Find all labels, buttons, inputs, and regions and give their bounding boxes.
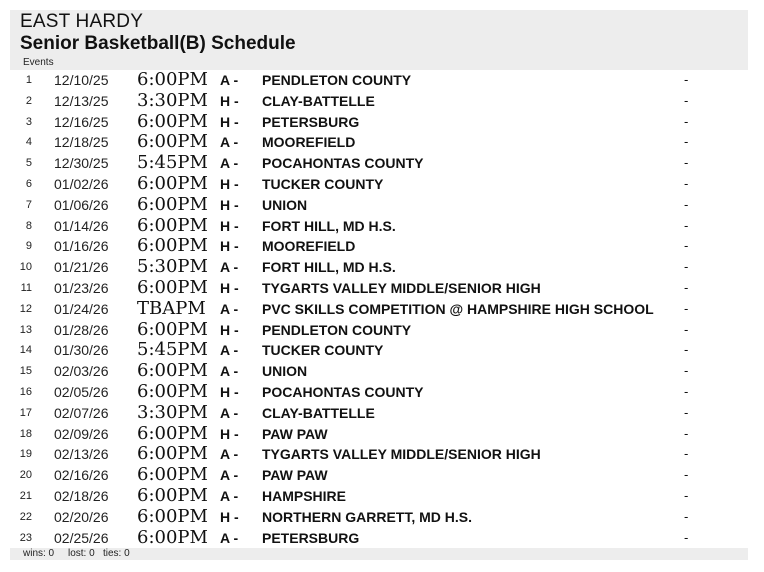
game-date: 01/16/26 xyxy=(54,238,109,255)
game-time: 6:00PM xyxy=(137,318,208,340)
game-time: 6:00PM xyxy=(137,235,208,257)
opponent-name: TYGARTS VALLEY MIDDLE/SENIOR HIGH xyxy=(262,446,541,463)
table-row xyxy=(10,340,748,361)
game-number: 18 xyxy=(19,427,32,440)
game-number: 14 xyxy=(19,344,32,357)
table-row xyxy=(10,132,748,153)
game-date: 02/25/26 xyxy=(54,529,109,546)
game-date: 01/14/26 xyxy=(54,217,109,234)
table-row xyxy=(10,236,748,257)
schedule-sheet xyxy=(10,10,748,559)
table-row xyxy=(10,507,748,528)
schedule-list xyxy=(10,70,748,548)
opponent-name: PETERSBURG xyxy=(262,529,360,546)
opponent-name: PENDLETON COUNTY xyxy=(262,321,412,338)
losses-count: lost: 0 xyxy=(68,548,95,559)
game-result: - xyxy=(684,446,689,462)
opponent-name: CLAY-BATTELLE xyxy=(262,92,375,109)
events-label: Events xyxy=(23,57,54,68)
game-number: 12 xyxy=(19,302,32,315)
school-name: EAST HARDY xyxy=(20,11,144,32)
game-time: 5:30PM xyxy=(137,256,208,278)
home-away: A - xyxy=(220,259,239,276)
game-time: 6:00PM xyxy=(137,443,208,465)
game-result: - xyxy=(684,279,689,295)
ties-count: ties: 0 xyxy=(103,548,130,559)
game-date: 02/18/26 xyxy=(54,487,109,504)
game-time: 6:00PM xyxy=(137,360,208,382)
table-row xyxy=(10,257,748,278)
game-number: 8 xyxy=(25,219,32,232)
game-date: 01/30/26 xyxy=(54,342,109,359)
game-time: TBAPM xyxy=(137,297,206,319)
game-time: 5:45PM xyxy=(137,339,208,361)
home-away: H - xyxy=(220,383,239,400)
home-away: A - xyxy=(220,487,239,504)
table-row xyxy=(10,465,748,486)
game-number: 21 xyxy=(19,489,32,502)
table-row xyxy=(10,91,748,112)
game-number: 6 xyxy=(25,177,32,190)
home-away: H - xyxy=(220,175,239,192)
game-time: 6:00PM xyxy=(137,276,208,298)
home-away: H - xyxy=(220,279,239,296)
game-date: 02/09/26 xyxy=(54,425,109,442)
home-away: H - xyxy=(220,425,239,442)
game-result: - xyxy=(684,217,689,233)
opponent-name: PENDLETON COUNTY xyxy=(262,72,412,88)
home-away: A - xyxy=(220,72,239,88)
game-number: 17 xyxy=(19,406,32,419)
opponent-name: POCAHONTAS COUNTY xyxy=(262,155,424,172)
game-time: 6:00PM xyxy=(137,526,208,548)
game-number: 7 xyxy=(25,198,32,211)
game-number: 5 xyxy=(25,157,32,170)
table-row xyxy=(10,382,748,403)
opponent-name: CLAY-BATTELLE xyxy=(262,404,375,421)
table-row xyxy=(10,174,748,195)
opponent-name: UNION xyxy=(262,196,308,213)
game-result: - xyxy=(684,155,689,171)
opponent-name: NORTHERN GARRETT, MD H.S. xyxy=(262,508,472,525)
home-away: H - xyxy=(220,321,239,338)
home-away: A - xyxy=(220,467,239,484)
table-row xyxy=(10,299,748,320)
game-time: 5:45PM xyxy=(137,152,208,174)
game-number: 23 xyxy=(19,531,32,544)
opponent-name: PETERSBURG xyxy=(262,113,360,130)
game-date: 02/16/26 xyxy=(54,467,109,484)
table-row xyxy=(10,528,748,549)
game-date: 02/03/26 xyxy=(54,363,109,380)
home-away: A - xyxy=(220,404,239,421)
game-result: - xyxy=(684,508,689,524)
game-time: 6:00PM xyxy=(137,422,208,444)
home-away: A - xyxy=(220,134,239,151)
game-time: 3:30PM xyxy=(137,89,208,111)
game-time: 6:00PM xyxy=(137,214,208,236)
table-row xyxy=(10,112,748,133)
opponent-name: HAMPSHIRE xyxy=(262,487,347,504)
table-row xyxy=(10,361,748,382)
game-date: 02/13/26 xyxy=(54,446,109,463)
game-date: 02/20/26 xyxy=(54,508,109,525)
table-row xyxy=(10,486,748,507)
game-number: 2 xyxy=(25,94,32,107)
game-result: - xyxy=(684,342,689,358)
game-time: 6:00PM xyxy=(137,110,208,132)
game-result: - xyxy=(684,175,689,191)
game-result: - xyxy=(684,113,689,129)
table-row xyxy=(10,444,748,465)
game-time: 6:00PM xyxy=(137,131,208,153)
game-time: 6:00PM xyxy=(137,193,208,215)
home-away: A - xyxy=(220,363,239,380)
game-result: - xyxy=(684,467,689,483)
opponent-name: UNION xyxy=(262,363,308,380)
game-number: 9 xyxy=(25,240,32,253)
game-date: 12/16/25 xyxy=(54,113,109,130)
game-date: 01/24/26 xyxy=(54,300,109,317)
game-result: - xyxy=(684,134,689,150)
game-date: 02/05/26 xyxy=(54,383,109,400)
game-date: 01/06/26 xyxy=(54,196,109,213)
opponent-name: TYGARTS VALLEY MIDDLE/SENIOR HIGH xyxy=(262,279,541,296)
opponent-name: POCAHONTAS COUNTY xyxy=(262,383,424,400)
game-number: 13 xyxy=(19,323,32,336)
record-footer xyxy=(10,548,748,560)
home-away: A - xyxy=(220,300,239,317)
game-result: - xyxy=(684,72,689,87)
home-away: H - xyxy=(220,217,239,234)
table-row xyxy=(10,70,748,91)
game-result: - xyxy=(684,383,689,399)
table-row xyxy=(10,403,748,424)
table-row xyxy=(10,216,748,237)
home-away: A - xyxy=(220,342,239,359)
game-date: 12/13/25 xyxy=(54,92,109,109)
game-number: 1 xyxy=(25,74,32,86)
game-time: 6:00PM xyxy=(137,505,208,527)
opponent-name: PAW PAW xyxy=(262,467,328,484)
game-number: 22 xyxy=(19,510,32,523)
game-date: 01/23/26 xyxy=(54,279,109,296)
game-result: - xyxy=(684,363,689,379)
table-row xyxy=(10,320,748,341)
opponent-name: FORT HILL, MD H.S. xyxy=(262,259,396,276)
game-result: - xyxy=(684,321,689,337)
opponent-name: PAW PAW xyxy=(262,425,328,442)
game-time: 6:00PM xyxy=(137,484,208,506)
game-time: 6:00PM xyxy=(137,380,208,402)
wins-count: wins: 0 xyxy=(23,548,55,559)
table-row xyxy=(10,195,748,216)
page-title: Senior Basketball(B) Schedule xyxy=(20,33,296,54)
opponent-name: TUCKER COUNTY xyxy=(262,342,384,359)
game-date: 02/07/26 xyxy=(54,404,109,421)
game-date: 01/02/26 xyxy=(54,175,109,192)
game-time: 6:00PM xyxy=(137,172,208,194)
game-date: 12/10/25 xyxy=(54,72,109,88)
game-date: 01/21/26 xyxy=(54,259,109,276)
game-number: 10 xyxy=(19,261,32,274)
game-time: 3:30PM xyxy=(137,401,208,423)
schedule-header xyxy=(10,10,748,70)
game-result: - xyxy=(684,487,689,503)
opponent-name: PVC SKILLS COMPETITION @ HAMPSHIRE HIGH SCHOOL xyxy=(262,300,654,317)
game-result: - xyxy=(684,529,689,545)
opponent-name: MOOREFIELD xyxy=(262,238,356,255)
game-date: 12/18/25 xyxy=(54,134,109,151)
home-away: H - xyxy=(220,196,239,213)
game-result: - xyxy=(684,238,689,254)
game-number: 4 xyxy=(25,136,32,149)
game-result: - xyxy=(684,425,689,441)
game-result: - xyxy=(684,259,689,275)
table-row xyxy=(10,424,748,445)
game-time: 6:00PM xyxy=(137,69,208,90)
game-time: 6:00PM xyxy=(137,464,208,486)
opponent-name: MOOREFIELD xyxy=(262,134,356,151)
game-result: - xyxy=(684,196,689,212)
game-number: 3 xyxy=(25,115,32,128)
game-number: 20 xyxy=(19,469,32,482)
game-number: 15 xyxy=(19,365,32,378)
home-away: H - xyxy=(220,238,239,255)
home-away: A - xyxy=(220,446,239,463)
opponent-name: TUCKER COUNTY xyxy=(262,175,384,192)
home-away: A - xyxy=(220,155,239,172)
game-result: - xyxy=(684,404,689,420)
table-row xyxy=(10,278,748,299)
opponent-name: FORT HILL, MD H.S. xyxy=(262,217,396,234)
table-row xyxy=(10,153,748,174)
home-away: H - xyxy=(220,113,239,130)
game-date: 12/30/25 xyxy=(54,155,109,172)
game-date: 01/28/26 xyxy=(54,321,109,338)
home-away: A - xyxy=(220,529,239,546)
home-away: H - xyxy=(220,508,239,525)
home-away: H - xyxy=(220,92,239,109)
game-number: 19 xyxy=(19,448,32,461)
game-number: 11 xyxy=(20,281,32,294)
game-result: - xyxy=(684,92,689,108)
game-result: - xyxy=(684,300,689,316)
game-number: 16 xyxy=(19,385,32,398)
